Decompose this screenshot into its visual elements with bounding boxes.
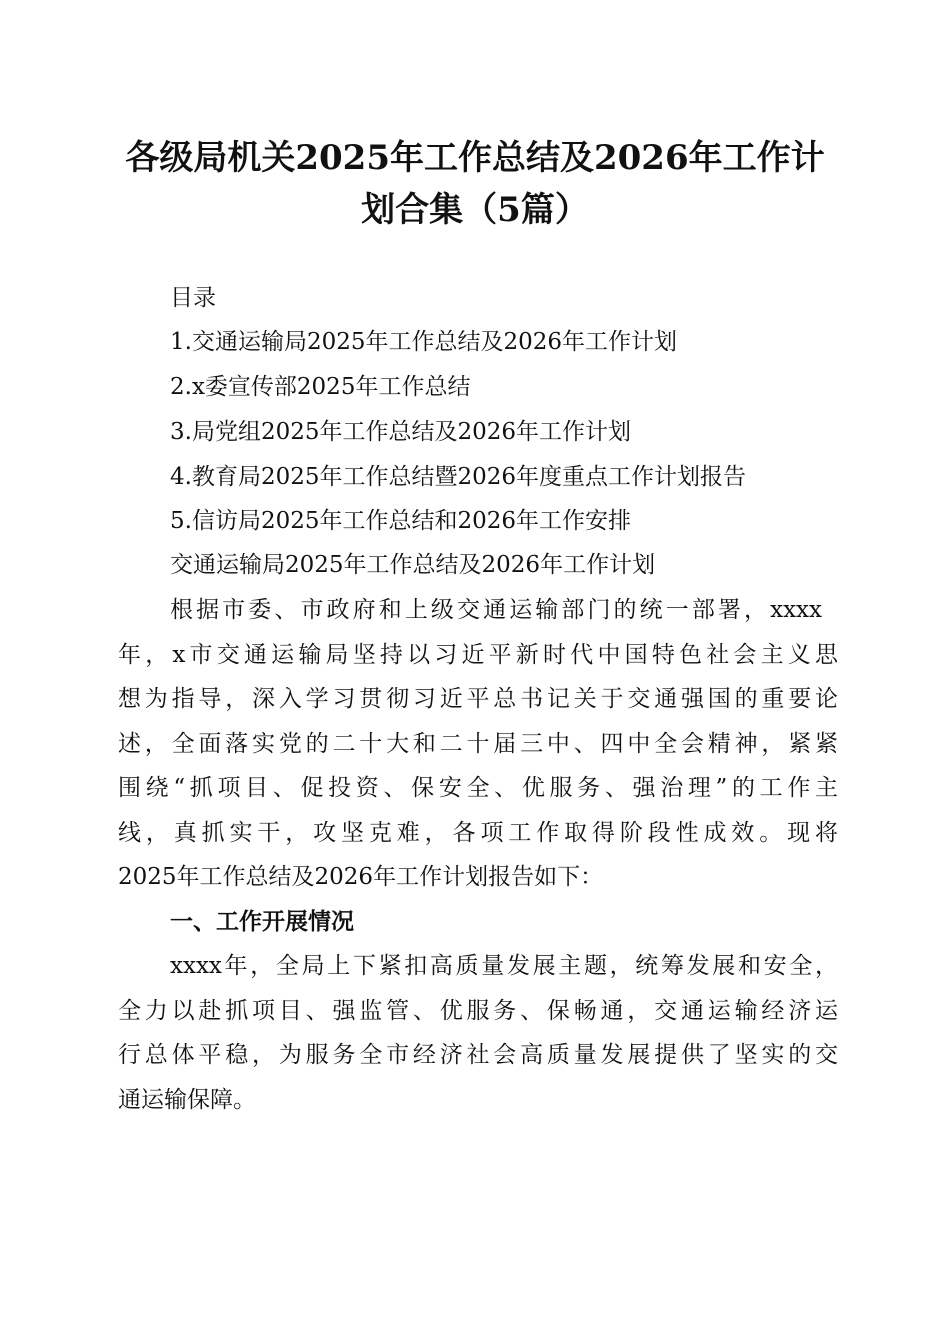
title-line-2: 划合集（5篇） xyxy=(361,190,589,230)
intro-line-2: 年，x市交通运输局坚持以习近平新时代中国特色社会主义思 xyxy=(118,642,838,668)
toc-item-4: 4.教育局2025年工作总结暨2026年度重点工作计划报告 xyxy=(170,464,747,490)
intro-line-6: 线，真抓实干，攻坚克难，各项工作取得阶段性成效。现将 xyxy=(118,820,838,846)
intro-line-5: 围绕“抓项目、促投资、保安全、优服务、强治理”的工作主 xyxy=(118,775,838,801)
intro-line-4: 述，全面落实党的二十大和二十届三中、四中全会精神，紧紧 xyxy=(118,731,838,757)
section-heading-1: 一、工作开展情况 xyxy=(170,909,354,935)
section1-line-1: xxxx年，全局上下紧扣高质量发展主题，统筹发展和安全， xyxy=(170,953,838,979)
toc-heading: 目录 xyxy=(170,285,216,311)
intro-line-7: 2025年工作总结及2026年工作计划报告如下： xyxy=(118,864,604,890)
article-title: 交通运输局2025年工作总结及2026年工作计划 xyxy=(170,552,656,578)
section1-line-2: 全力以赴抓项目、强监管、优服务、保畅通，交通运输经济运 xyxy=(118,998,838,1024)
toc-item-1: 1.交通运输局2025年工作总结及2026年工作计划 xyxy=(170,329,678,355)
intro-line-1: 根据市委、市政府和上级交通运输部门的统一部署，xxxx xyxy=(170,597,822,623)
toc-item-3: 3.局党组2025年工作总结及2026年工作计划 xyxy=(170,419,632,445)
intro-line-3: 想为指导，深入学习贯彻习近平总书记关于交通强国的重要论 xyxy=(118,686,838,712)
toc-item-2: 2.x委宣传部2025年工作总结 xyxy=(170,374,471,400)
section1-line-3: 行总体平稳，为服务全市经济社会高质量发展提供了坚实的交 xyxy=(118,1042,838,1068)
section1-line-4: 通运输保障。 xyxy=(118,1087,256,1113)
document-title xyxy=(100,132,850,236)
toc-item-5: 5.信访局2025年工作总结和2026年工作安排 xyxy=(170,508,632,534)
title-line-1: 各级局机关2025年工作总结及2026年工作计 xyxy=(125,138,825,178)
